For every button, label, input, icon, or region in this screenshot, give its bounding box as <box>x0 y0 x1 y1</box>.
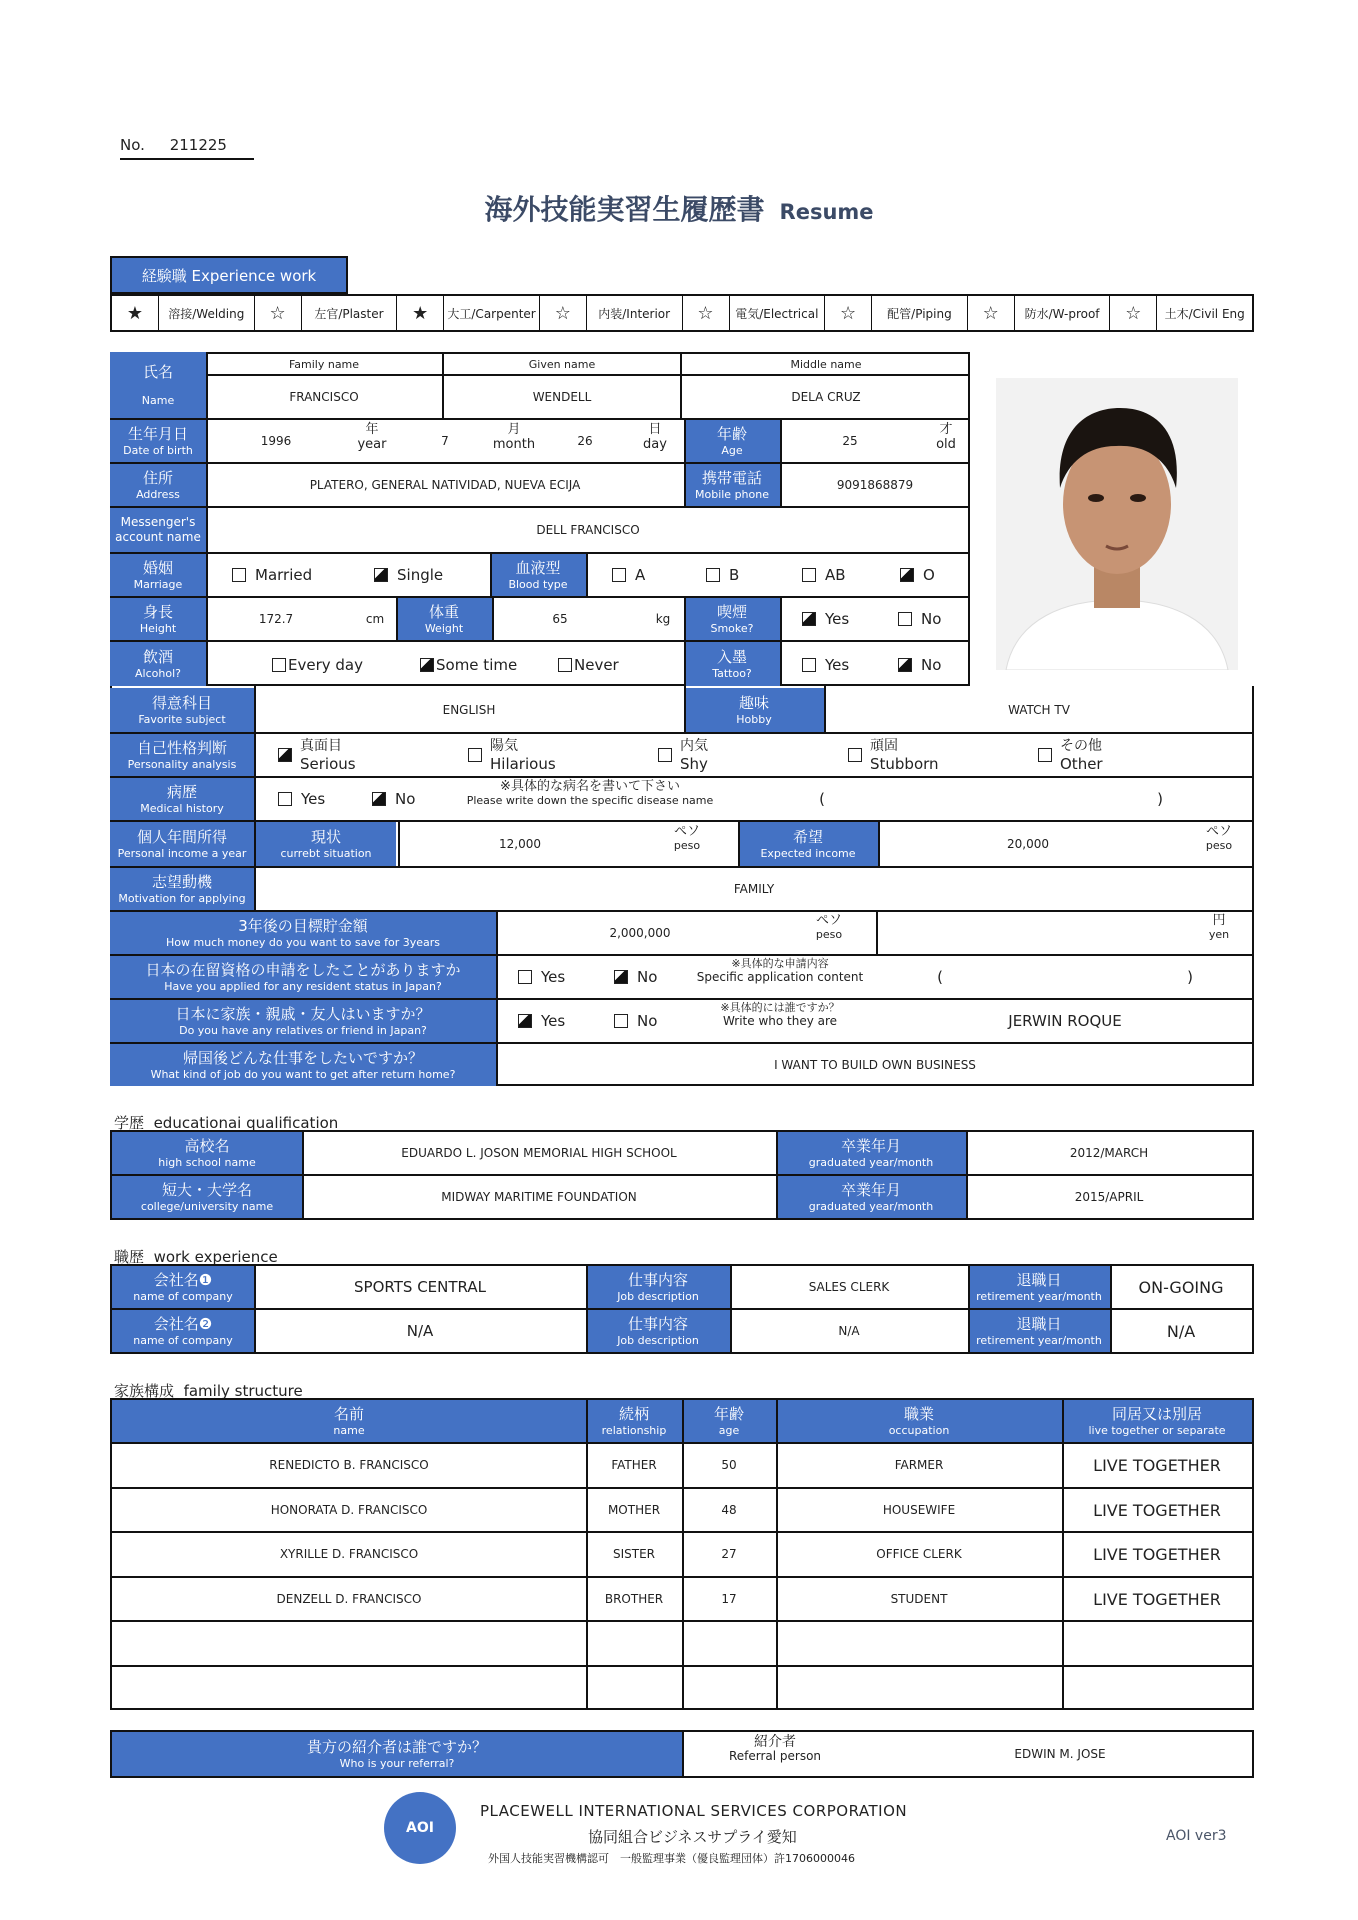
relatives-no-checkbox[interactable] <box>614 1014 628 1028</box>
given-name-value: WENDELL <box>444 376 682 418</box>
height-label: 身長 Height <box>110 598 206 640</box>
resident-yes-option[interactable]: Yes <box>518 968 565 986</box>
family-live: LIVE TOGETHER <box>1093 1500 1221 1520</box>
alcohol-label: 飲酒 Alcohol? <box>110 642 206 686</box>
dob-day: 26 <box>577 434 593 448</box>
single-option[interactable]: Single <box>374 566 443 584</box>
married-checkbox[interactable] <box>232 568 246 582</box>
medical-yes-option[interactable]: Yes <box>278 790 325 808</box>
relatives-name-value: JERWIN ROQUE <box>1008 1012 1122 1030</box>
personality-en: Other <box>1060 754 1103 773</box>
smoke-label: 喫煙 Smoke? <box>684 598 780 640</box>
experience-mark[interactable]: ★ <box>397 296 444 330</box>
phone-label: 携帯電話 Mobile phone <box>684 464 780 506</box>
hobby-label: 趣味 Hobby <box>684 688 824 732</box>
family-empty-cell <box>776 1667 1062 1709</box>
savings-label: 3年後の目標貯金額 How much money do you want to save for 3years <box>110 912 496 954</box>
family-header-name: 名前 name <box>112 1400 586 1442</box>
hobby-value: WATCH TV <box>1008 703 1070 717</box>
current-income-label: 現状 currebt situation <box>256 822 396 866</box>
dob-day-unit: 日 day <box>643 422 667 452</box>
family-empty-cell <box>112 1622 586 1664</box>
dob-month: 7 <box>441 434 449 448</box>
title-en: Resume <box>779 200 874 224</box>
subject-label: 得意科目 Favorite subject <box>110 688 254 732</box>
personality-option-p5[interactable] <box>1038 738 1103 773</box>
page-title <box>0 188 1358 228</box>
family-header-age: 年齢 age <box>682 1400 776 1442</box>
family-name-value: FRANCISCO <box>206 376 444 418</box>
resident-status-label: 日本の在留資格の申請をしたことがありますか Have you applied for any resident status in Japan? <box>110 956 496 998</box>
referral-question: 貴方の紹介者は誰ですか？ Who is your referral? <box>112 1732 682 1776</box>
height-value: 172.7 <box>258 612 294 626</box>
weight-unit: kg <box>655 612 671 626</box>
future-job-label: 帰国後どんな仕事をしたいですか？ What kind of job do you want to get after return home? <box>110 1044 496 1086</box>
relatives-no-option[interactable]: No <box>614 1012 657 1030</box>
retirement-value: N/A <box>1166 1321 1196 1341</box>
family-header-living: 同居又は別居 live together or separate <box>1062 1400 1252 1442</box>
personality-jp: その他 <box>1060 738 1102 754</box>
family-name: DENZELL D. FRANCISCO <box>276 1592 422 1606</box>
personality-checkbox-p4[interactable] <box>848 748 862 762</box>
doc-number-value: 211225 <box>169 136 227 154</box>
doc-number <box>120 136 254 160</box>
experience-mark[interactable]: ☆ <box>825 296 872 330</box>
applicant-photo <box>996 378 1238 670</box>
referral-name: EDWIN M. JOSE <box>1014 1747 1106 1761</box>
medical-yes-checkbox[interactable] <box>278 792 292 806</box>
experience-item-label: 防水/W-proof <box>1015 296 1111 330</box>
experience-mark[interactable]: ☆ <box>255 296 302 330</box>
phone-value: 9091868879 <box>836 478 914 492</box>
retirement-value: ON-GOING <box>1138 1277 1224 1297</box>
middle-name-value: DELA CRUZ <box>791 390 861 404</box>
blood-b-checkbox[interactable] <box>706 568 720 582</box>
motivation-label: 志望動機 Motivation for applying <box>110 868 254 910</box>
company-value: SPORTS CENTRAL <box>354 1278 486 1296</box>
expected-income-label: 希望 Expected income <box>738 822 878 866</box>
family-occ: STUDENT <box>890 1592 948 1606</box>
smoke-yes-option[interactable]: Yes <box>802 610 849 628</box>
family-empty-cell <box>682 1667 776 1709</box>
weight-value: 65 <box>552 612 568 626</box>
personality-jp: 内気 <box>680 738 708 754</box>
family-rel: FATHER <box>611 1458 657 1472</box>
disease-note: ※具体的な病名を書いて下さい Please write down the specific disease name <box>466 779 714 807</box>
personality-jp: 真面目 <box>300 738 342 754</box>
footer-license: 外国人技能実習機構認可 一般監理事業（優良監理団体）許1706000046 <box>488 1852 855 1865</box>
family-empty-cell <box>682 1622 776 1664</box>
education-title: 学歴 educationai qualification <box>114 1114 339 1132</box>
motivation-value: FAMILY <box>733 882 775 896</box>
dob-label: 生年月日 Date of birth <box>110 420 206 462</box>
personality-checkbox-p2[interactable] <box>468 748 482 762</box>
married-option[interactable]: Married <box>232 566 312 584</box>
dob-year: 1996 <box>260 434 292 448</box>
medical-label: 病歴 Medical history <box>110 778 254 820</box>
blood-ab-option[interactable]: AB <box>802 566 846 584</box>
family-name: HONORATA D. FRANCISCO <box>270 1503 428 1517</box>
title-jp: 海外技能実習生履歴書 <box>484 193 765 226</box>
age-value: 25 <box>842 434 858 448</box>
blood-o-checkbox[interactable] <box>900 568 914 582</box>
college-graduated-value: 2015/APRIL <box>1074 1190 1144 1204</box>
job-description-label: 仕事内容 Job description <box>586 1266 730 1308</box>
messenger-value: DELL FRANCISCO <box>536 523 640 537</box>
alcohol-never-checkbox[interactable] <box>558 658 572 672</box>
personality-option-p3[interactable] <box>658 738 708 773</box>
family-empty-cell <box>586 1667 682 1709</box>
middle-name-header: Middle name <box>682 354 970 376</box>
experience-mark[interactable]: ★ <box>112 296 159 330</box>
experience-label: 経験職 Experience work <box>110 256 348 294</box>
disease-paren-close: ) <box>1157 790 1163 808</box>
company-value: N/A <box>406 1322 434 1340</box>
footer-version: AOI ver3 <box>1166 1828 1227 1844</box>
alcohol-sometime-checkbox[interactable] <box>420 658 434 672</box>
family-title: 家族構成 family structure <box>114 1382 303 1400</box>
family-empty-cell <box>1062 1622 1252 1664</box>
current-income-unit: ペソ peso <box>673 824 701 852</box>
relatives-yes-checkbox[interactable] <box>518 1014 532 1028</box>
college-graduated-label: 卒業年月 graduated year/month <box>776 1176 966 1218</box>
experience-item-label: 配管/Piping <box>872 296 968 330</box>
address-value: PLATERO, GENERAL NATIVIDAD, NUEVA ECIJA <box>309 478 581 492</box>
alcohol-sometime-option[interactable]: Some time <box>420 656 517 674</box>
disease-paren-open: ( <box>819 790 825 808</box>
experience-item-label: 電気/Electrical <box>730 296 826 330</box>
given-name-header: Given name <box>444 354 682 376</box>
family-age: 27 <box>721 1547 737 1561</box>
expected-income-unit: ペソ peso <box>1205 824 1233 852</box>
tattoo-no-checkbox[interactable] <box>898 658 912 672</box>
application-paren-open: ( <box>937 968 943 986</box>
company-label: 会社名❶ name of company <box>112 1266 254 1308</box>
job-description-value: SALES CLERK <box>808 1280 890 1294</box>
smoke-no-option[interactable]: No <box>898 610 941 628</box>
personality-en: Serious <box>300 754 356 773</box>
personality-checkbox-p5[interactable] <box>1038 748 1052 762</box>
application-content-note: ※具体的な申請内容 Specific application content <box>696 957 864 984</box>
family-occ: OFFICE CLERK <box>876 1547 962 1561</box>
blood-label: 血液型 Blood type <box>490 554 586 596</box>
personality-checkbox-p3[interactable] <box>658 748 672 762</box>
family-header-relationship: 続柄 relationship <box>586 1400 682 1442</box>
resident-no-checkbox[interactable] <box>614 970 628 984</box>
weight-label: 体重 Weight <box>396 598 492 640</box>
family-rel: SISTER <box>612 1547 656 1561</box>
blood-ab-checkbox[interactable] <box>802 568 816 582</box>
retirement-label: 退職日 retirement year/month <box>968 1266 1110 1308</box>
alcohol-never-option[interactable]: Never <box>558 656 619 674</box>
experience-item-label: 土木/Civil Eng <box>1164 306 1245 321</box>
alcohol-everyday-option[interactable]: Every day <box>272 656 363 674</box>
personality-jp: 陽気 <box>490 738 518 754</box>
age-unit: 才 old <box>936 422 956 452</box>
highschool-label: 高校名 high school name <box>112 1132 302 1174</box>
experience-item-label: 大工/Carpenter <box>444 296 540 330</box>
family-empty-cell <box>586 1622 682 1664</box>
highschool-graduated-label: 卒業年月 graduated year/month <box>776 1132 966 1174</box>
blood-b-option[interactable]: B <box>706 566 739 584</box>
address-label: 住所 Address <box>110 464 206 506</box>
personality-jp: 頑固 <box>870 738 898 754</box>
family-rel: BROTHER <box>604 1592 664 1606</box>
family-live: LIVE TOGETHER <box>1093 1544 1221 1564</box>
family-live: LIVE TOGETHER <box>1093 1455 1221 1475</box>
doc-number-label: No. <box>120 136 145 154</box>
footer-company-en: PLACEWELL INTERNATIONAL SERVICES CORPORATION <box>480 1802 908 1820</box>
medical-no-checkbox[interactable] <box>372 792 386 806</box>
work-title: 職歴 work experience <box>114 1248 278 1266</box>
job-description-label: 仕事内容 Job description <box>586 1310 730 1352</box>
experience-mark[interactable]: ☆ <box>1110 296 1157 330</box>
future-job-value: I WANT TO BUILD OWN BUSINESS <box>774 1058 976 1072</box>
relatives-yes-option[interactable]: Yes <box>518 1012 565 1030</box>
family-empty-cell <box>776 1622 1062 1664</box>
personality-option-p1[interactable] <box>278 738 356 773</box>
company-label: 会社名❷ name of company <box>112 1310 254 1352</box>
subject-value: ENGLISH <box>442 703 496 717</box>
personality-en: Shy <box>680 754 708 773</box>
personality-en: Hilarious <box>490 754 556 773</box>
income-label: 個人年間所得 Personal income a year <box>110 822 254 866</box>
blood-a-option[interactable]: A <box>612 566 645 584</box>
relatives-who-note: ※具体的には誰ですか？ Write who they are <box>720 1001 840 1028</box>
dob-year-unit: 年 year <box>357 422 387 452</box>
smoke-yes-checkbox[interactable] <box>802 612 816 626</box>
expected-income-value: 20,000 <box>1007 837 1049 851</box>
medical-no-option[interactable]: No <box>372 790 415 808</box>
current-income-value: 12,000 <box>499 837 541 851</box>
experience-item-label: 左官/Plaster <box>302 296 398 330</box>
family-live: LIVE TOGETHER <box>1093 1589 1221 1609</box>
experience-row <box>110 294 1254 332</box>
marriage-label: 婚姻 Marriage <box>110 554 206 596</box>
college-value: MIDWAY MARITIME FOUNDATION <box>441 1190 637 1204</box>
tattoo-yes-checkbox[interactable] <box>802 658 816 672</box>
experience-mark[interactable]: ☆ <box>968 296 1015 330</box>
application-paren-close: ) <box>1187 968 1193 986</box>
savings-yen-unit: 円 yen <box>1208 913 1230 941</box>
age-label: 年齢 Age <box>684 420 780 462</box>
relatives-label: 日本に家族・親戚・友人はいますか？ Do you have any relatives or friend in Japan? <box>110 1000 496 1042</box>
family-rel: MOTHER <box>607 1503 661 1517</box>
experience-item-label: 溶接/Welding <box>159 296 255 330</box>
tattoo-label: 入墨 Tattoo? <box>684 642 780 686</box>
family-occ: HOUSEWIFE <box>882 1503 956 1517</box>
savings-value: 2,000,000 <box>609 926 671 940</box>
height-unit: cm <box>365 612 385 626</box>
personality-checkbox-p1[interactable] <box>278 748 292 762</box>
alcohol-everyday-checkbox[interactable] <box>272 658 286 672</box>
family-empty-cell <box>112 1667 586 1709</box>
family-age: 50 <box>721 1458 737 1472</box>
experience-item-label: 内装/Interior <box>587 296 683 330</box>
family-name: RENEDICTO B. FRANCISCO <box>269 1458 429 1472</box>
dob-month-unit: 月 month <box>492 422 536 452</box>
experience-mark[interactable]: ☆ <box>683 296 730 330</box>
tattoo-yes-option[interactable]: Yes <box>802 656 849 674</box>
personality-option-p4[interactable] <box>848 738 939 773</box>
tattoo-no-option[interactable]: No <box>898 656 941 674</box>
retirement-label: 退職日 retirement year/month <box>968 1310 1110 1352</box>
resident-yes-checkbox[interactable] <box>518 970 532 984</box>
family-name-header: Family name <box>206 354 444 376</box>
referral-person-label: 紹介者 Referral person <box>728 1734 822 1764</box>
family-header-occupation: 職業 occupation <box>776 1400 1062 1442</box>
smoke-no-checkbox[interactable] <box>898 612 912 626</box>
college-label: 短大・大学名 college/university name <box>112 1176 302 1218</box>
messenger-label: Messenger's account name <box>110 508 206 552</box>
aoi-logo: AOI <box>384 1792 456 1864</box>
family-age: 48 <box>721 1503 737 1517</box>
blood-o-option[interactable]: O <box>900 566 935 584</box>
experience-mark[interactable]: ☆ <box>540 296 587 330</box>
highschool-value: EDUARDO L. JOSON MEMORIAL HIGH SCHOOL <box>401 1146 677 1160</box>
resident-no-option[interactable]: No <box>614 968 657 986</box>
personality-label: 自己性格判断 Personality analysis <box>110 734 254 776</box>
personality-option-p2[interactable] <box>468 738 556 773</box>
highschool-graduated-value: 2012/MARCH <box>1069 1146 1149 1160</box>
single-checkbox[interactable] <box>374 568 388 582</box>
family-occ: FARMER <box>894 1458 944 1472</box>
savings-peso-unit: ペソ peso <box>815 913 843 941</box>
job-description-value: N/A <box>838 1324 860 1338</box>
family-age: 17 <box>721 1592 737 1606</box>
personality-en: Stubborn <box>870 754 939 773</box>
name-label: 氏名 Name <box>110 352 206 418</box>
family-name: XYRILLE D. FRANCISCO <box>279 1547 419 1561</box>
family-empty-cell <box>1062 1667 1252 1709</box>
blood-a-checkbox[interactable] <box>612 568 626 582</box>
footer-company-jp: 協同組合ビジネスサプライ愛知 <box>588 1828 797 1846</box>
